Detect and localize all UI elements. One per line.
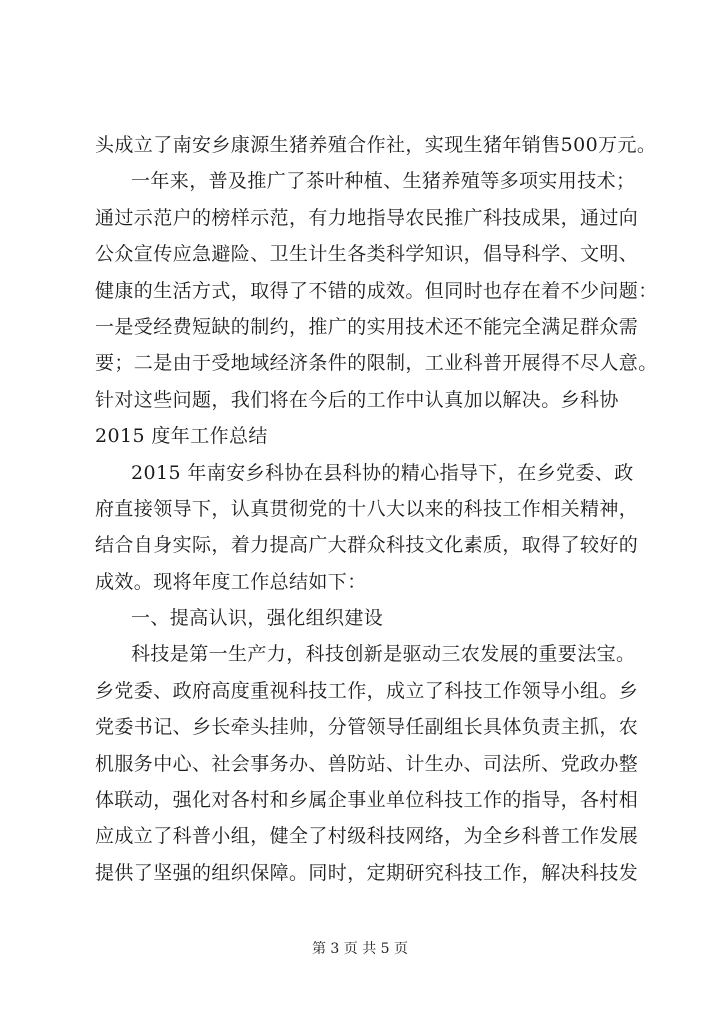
text-line: 结合自身实际，着力提高广大群众科技文化素质，取得了较好的 (95, 534, 639, 557)
text-line: 党委书记、乡长牵头挂帅，分管领导任副组长具体负责主抓，农 (95, 716, 639, 739)
text-line: 府直接领导下，认真贯彻党的十八大以来的科技工作相关精神， (95, 497, 639, 520)
text-line: 2015 年南安乡科协在县科协的精心指导下，在乡党委、政 (131, 461, 634, 484)
text-line: 应成立了科普小组，健全了村级科技网络，为全乡科普工作发展 (95, 825, 639, 848)
text-line: 乡党委、政府高度重视科技工作，成立了科技工作领导小组。乡 (95, 679, 639, 702)
text-line: 提供了坚强的组织保障。同时，定期研究科技工作，解决科技发 (95, 861, 639, 884)
text-line: 一是受经费短缺的制约，推广的实用技术还不能完全满足群众需 (95, 315, 639, 338)
text-line: 针对这些问题，我们将在今后的工作中认真加以解决。乡科协 (95, 388, 619, 411)
text-line: 一年来，普及推广了茶叶种植、生猪养殖等多项实用技术； (131, 170, 636, 193)
text-line: 要；二是由于受地域经济条件的限制，工业科普开展得不尽人意。 (95, 352, 658, 375)
text-line: 成效。现将年度工作总结如下： (95, 570, 367, 593)
text-line: 体联动，强化对各村和乡属企事业单位科技工作的指导，各村相 (95, 789, 639, 812)
text-line: 一、提高认识，强化组织建设 (131, 607, 384, 630)
document-body (95, 127, 675, 891)
text-line: 公众宣传应急避险、卫生计生各类科学知识，倡导科学、文明、 (95, 243, 639, 266)
text-line: 健康的生活方式，取得了不错的成效。但同时也存在着不少问题： (95, 279, 658, 302)
text-line: 头成立了南安乡康源生猪养殖合作社，实现生猪年销售500万元。 (95, 134, 657, 156)
text-line: 2015 度年工作总结 (95, 425, 268, 448)
text-line: 科技是第一生产力，科技创新是驱动三农发展的重要法宝。 (131, 643, 636, 666)
text-line: 通过示范户的榜样示范，有力地指导农民推广科技成果，通过向 (95, 206, 639, 229)
text-line: 机服务中心、社会事务办、兽防站、计生办、司法所、党政办整 (95, 752, 639, 775)
page-footer: 第 3 页 共 5 页 (311, 941, 409, 957)
